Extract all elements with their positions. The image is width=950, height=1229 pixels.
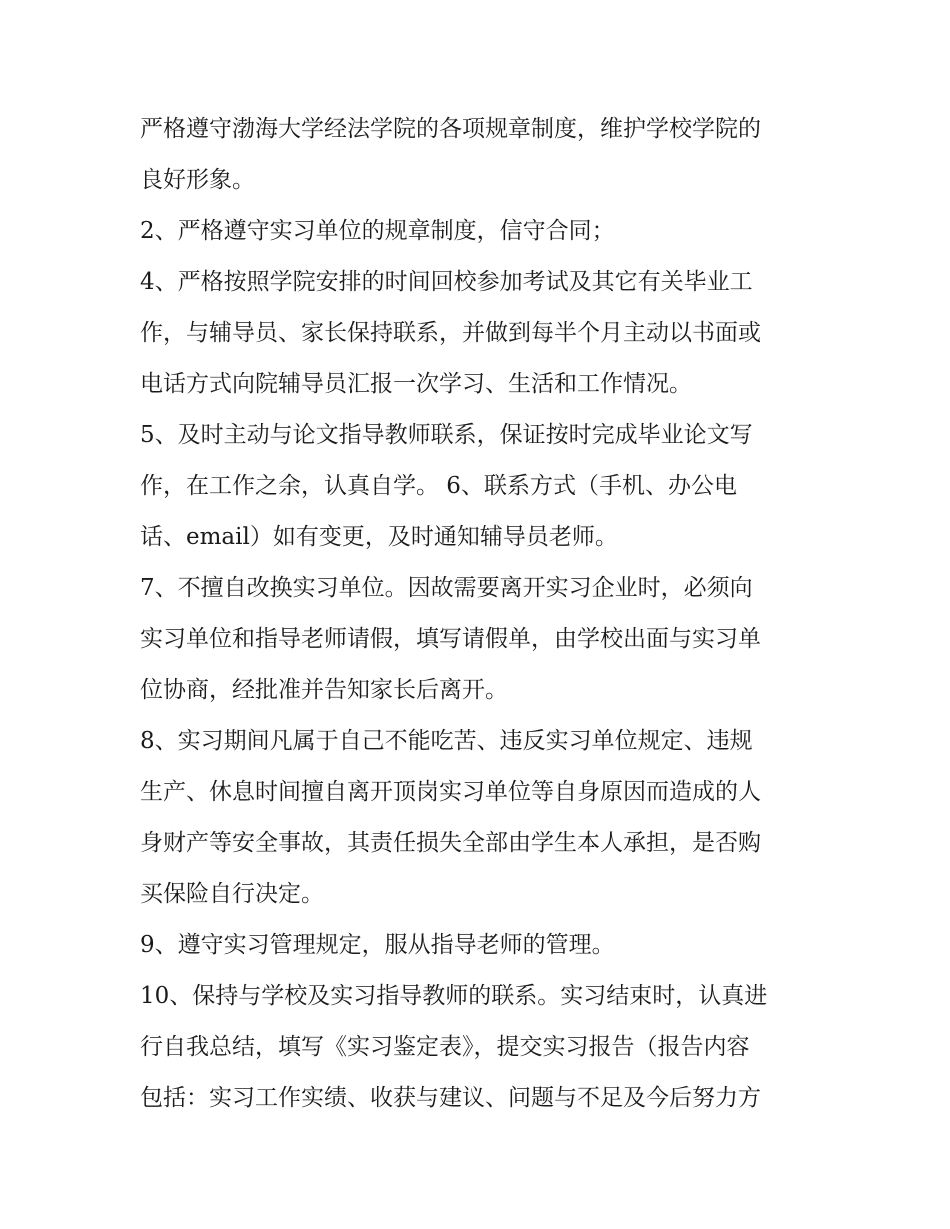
text-line: 作，在工作之余，认真自学。 6、联系方式（手机、办公电 <box>140 473 737 499</box>
text-line: 话、email）如有变更，及时通知辅导员老师。 <box>140 524 618 550</box>
text-line: 位协商，经批准并告知家长后离开。 <box>140 677 508 703</box>
text-line: 身财产等安全事故，其责任损失全部由学生本人承担，是否购 <box>140 830 761 856</box>
text-line: 严格遵守渤海大学经法学院的各项规章制度，维护学校学院的 <box>140 116 761 142</box>
text-line: 4、严格按照学院安排的时间回校参加考试及其它有关毕业工 <box>140 269 753 295</box>
text-line: 10、保持与学校及实习指导教师的联系。实习结束时，认真进 <box>140 983 768 1009</box>
paragraph-item-7 <box>140 563 820 716</box>
text-line: 9、遵守实习管理规定，服从指导老师的管理。 <box>140 932 615 958</box>
text-line: 7、不擅自改换实习单位。因故需要离开实习企业时，必须向 <box>140 575 753 601</box>
text-line: 行自我总结，填写《实习鉴定表》，提交实习报告（报告内容 <box>140 1034 750 1060</box>
paragraph-item-4 <box>140 257 820 410</box>
text-line: 作，与辅导员、家长保持联系，并做到每半个月主动以书面或 <box>140 320 761 346</box>
text-line: 包括：实习工作实绩、收获与建议、问题与不足及今后努力方 <box>140 1085 761 1111</box>
paragraph-item-2 <box>140 206 820 257</box>
paragraph-item-8 <box>140 716 820 920</box>
text-line: 8、实习期间凡属于自己不能吃苦、违反实习单位规定、违规 <box>140 728 753 754</box>
text-line: 5、及时主动与论文指导教师联系，保证按时完成毕业论文写 <box>140 422 753 448</box>
text-line: 电话方式向院辅导员汇报一次学习、生活和工作情况。 <box>140 371 692 397</box>
paragraph-item-10 <box>140 971 820 1124</box>
text-line: 2、严格遵守实习单位的规章制度，信守合同； <box>140 218 615 244</box>
text-line: 买保险自行决定。 <box>140 881 324 907</box>
document-body <box>140 104 820 1124</box>
text-line: 实习单位和指导老师请假，填写请假单，由学校出面与实习单 <box>140 626 761 652</box>
paragraph-item-9 <box>140 920 820 971</box>
text-line: 生产、休息时间擅自离开顶岗实习单位等自身原因而造成的人 <box>140 779 761 805</box>
text-line: 良好形象。 <box>140 167 255 193</box>
paragraph-rules-intro <box>140 104 820 206</box>
paragraph-item-5-6 <box>140 410 820 563</box>
